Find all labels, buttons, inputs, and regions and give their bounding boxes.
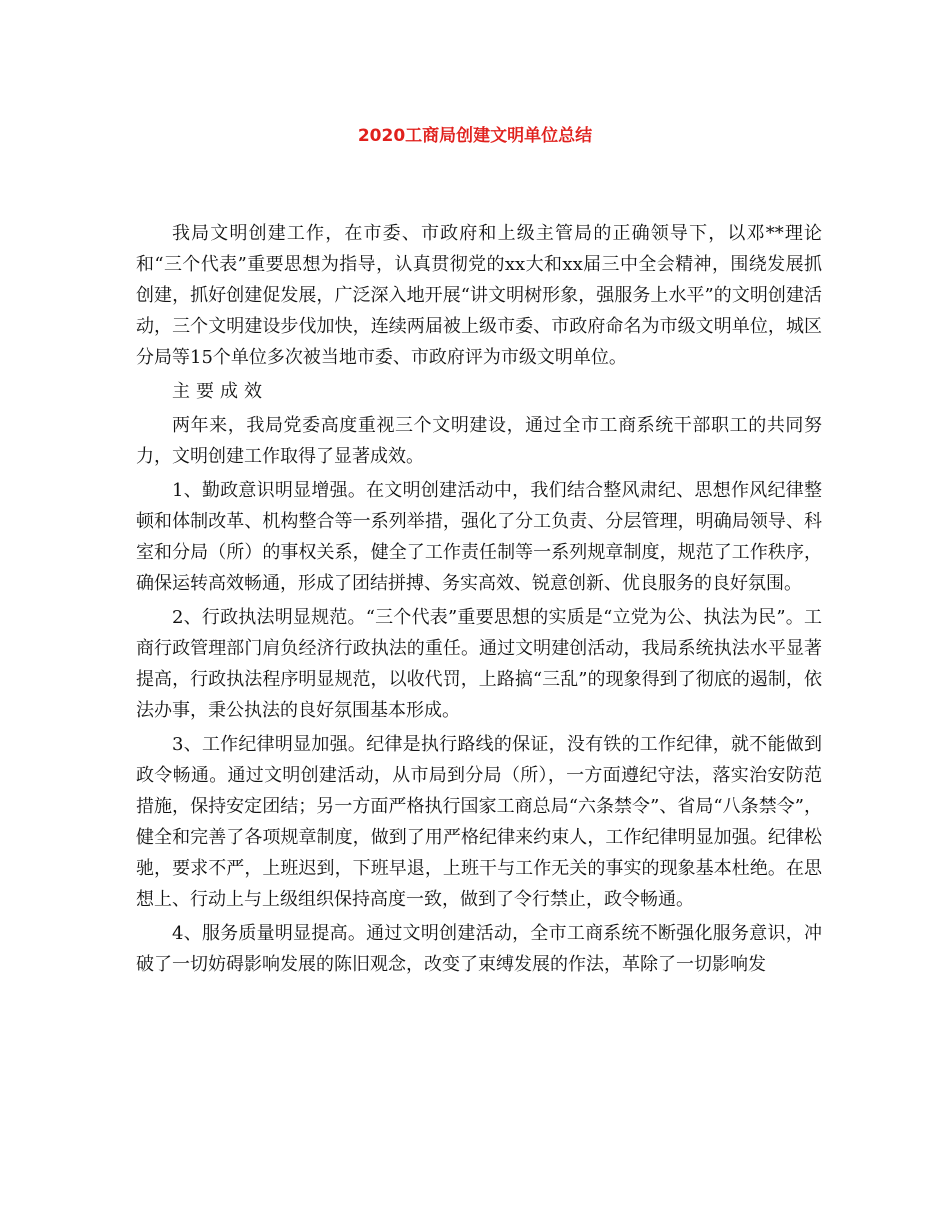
point-3-paragraph: 3、工作纪律明显加强。纪律是执行路线的保证，没有铁的工作纪律，就不能做到政令畅通。通过文明创建活动，从市局到分局（所），一方面遵纪守法，落实治安防范措施，保持安定团结；另一方面严格执行国家工商总局“六条禁令”、省局“八条禁令”，健全和完善了各项规章制度，做到了用严格纪律来约束人，工作纪律明显加强。纪律松驰，要求不严，上班迟到，下班早退，上班干与工作无关的事实的现象基本杜绝。在思想上、行动上与上级组织保持高度一致，做到了令行禁止，政令畅通。	[136, 734, 822, 910]
summary-paragraph: 两年来，我局党委高度重视三个文明建设，通过全市工商系统干部职工的共同努力，文明创建工作取得了显著成效。	[136, 415, 822, 467]
document-title: 2020工商局创建文明单位总结	[357, 126, 593, 146]
intro-paragraph: 我局文明创建工作，在市委、市政府和上级主管局的正确领导下，以邓**理论和“三个代表”重要思想为指导，认真贯彻党的xx大和xx届三中全会精神，围绕发展抓创建，抓好创建促发展，广泛深入地开展“讲文明树形象，强服务上水平”的文明创建活动，三个文明建设步伐加快，连续两届被上级市委、市政府命名为市级文明单位，城区分局等15个单位多次被当地市委、市政府评为市级文明单位。	[136, 223, 822, 368]
point-1-paragraph: 1、勤政意识明显增强。在文明创建活动中，我们结合整风肃纪、思想作风纪律整顿和体制改革、机构整合等一系列举措，强化了分工负责、分层管理，明确局领导、科室和分局（所）的事权关系，健全了工作责任制等一系列规章制度，规范了工作秩序，确保运转高效畅通，形成了团结拼搏、务实高效、锐意创新、优良服务的良好氛围。	[136, 480, 822, 594]
point-4-paragraph: 4、服务质量明显提高。通过文明创建活动，全市工商系统不断强化服务意识，冲破了一切妨碍影响发展的陈旧观念，改变了束缚发展的作法，革除了一切影响发	[136, 923, 822, 975]
section-heading: 主要成效	[172, 381, 268, 402]
point-2-paragraph: 2、行政执法明显规范。“三个代表”重要思想的实质是“立党为公、执法为民”。工商行政管理部门肩负经济行政执法的重任。通过文明建创活动，我局系统执法水平显著提高，行政执法程序明显规范，以收代罚，上路搞“三乱”的现象得到了彻底的遏制，依法办事，秉公执法的良好氛围基本形成。	[136, 607, 822, 721]
document-body	[136, 218, 822, 983]
